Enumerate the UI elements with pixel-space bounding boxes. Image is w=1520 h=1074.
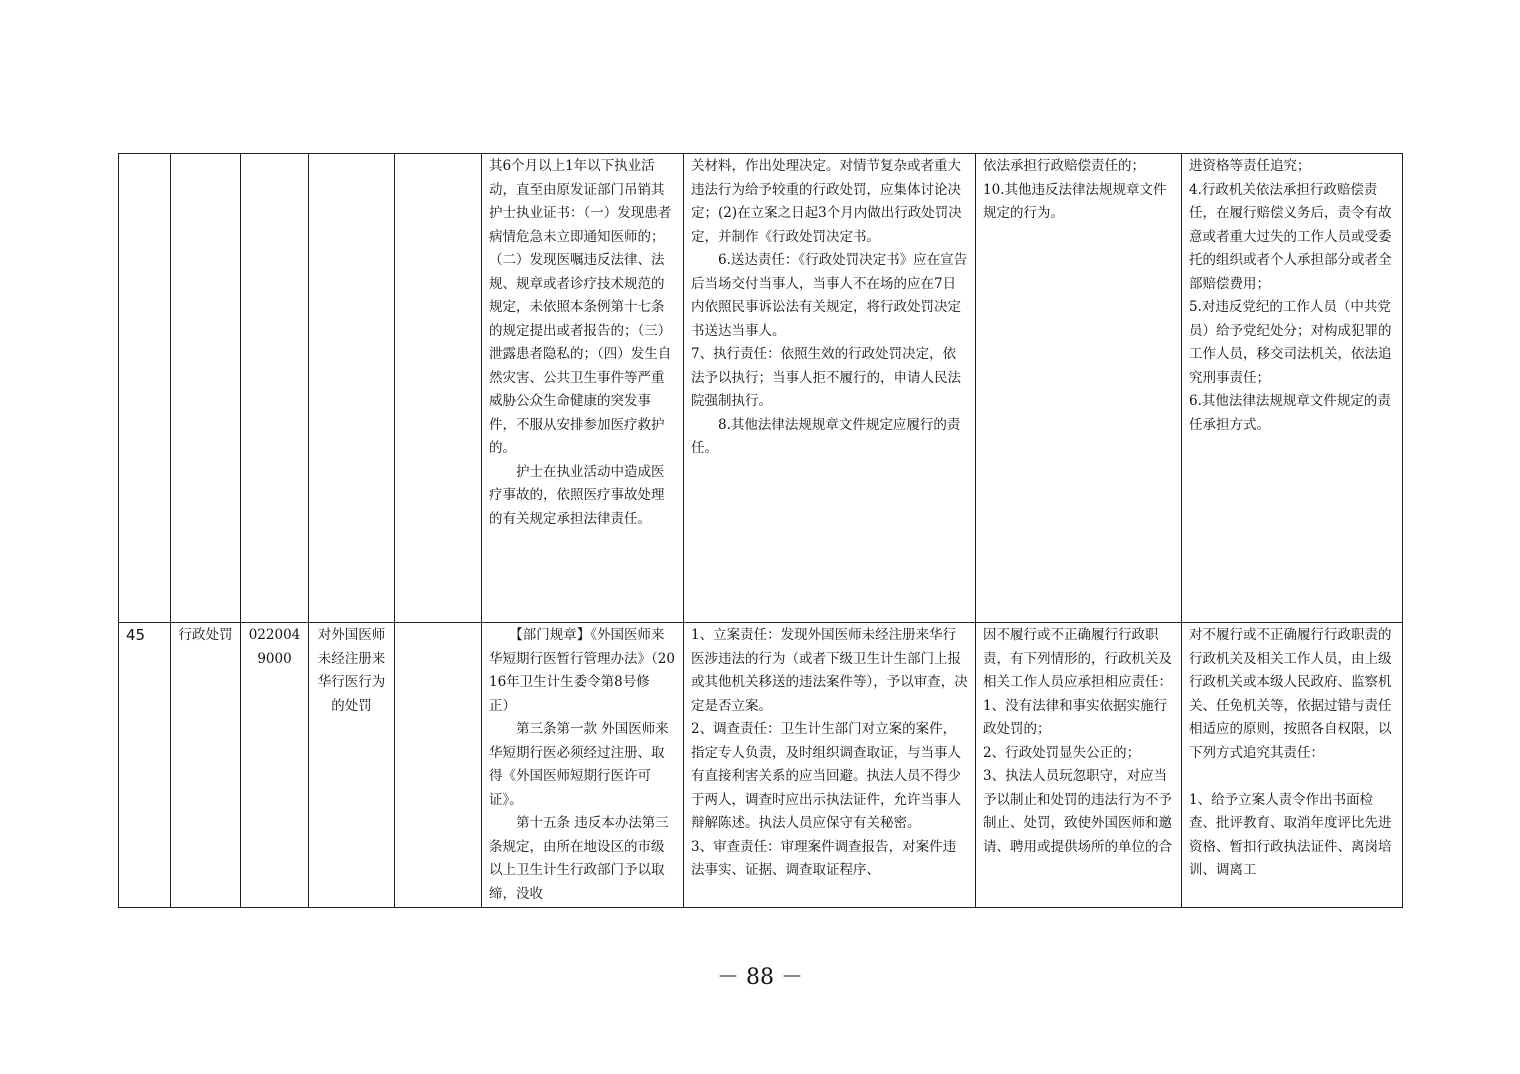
cell-sub-item xyxy=(395,154,482,623)
cell-no: 45 xyxy=(119,623,171,908)
cell-type: 行政处罚 xyxy=(171,623,241,908)
cell-duty: 1、立案责任：发现外国医师未经注册来华行医涉违法的行为（或者下级卫生计生部门上报或其他机关移送的违法案件等），予以审查，决定是否立案。 2、调查责任：卫生计生部门对立案的案件，指定专人负责，及时组织调查取证，与当事人有直接利害关系的应当回避。执法人员不得少于两人，调查时应出示执法证件，允许当事人辩解陈述。执法人员应保守有关秘密。 3、审查责任：审理案件调查报告，对案件违法事实、证据、调查取证程序、 xyxy=(684,623,976,908)
cell-accountability: 进资格等责任追究； 4.行政机关依法承担行政赔偿责任，在履行赔偿义务后，责令有故意或者重大过失的工作人员或受委托的组织或者个人承担部分或者全部赔偿费用； 5.对违反党纪的工作人员（中共党员）给予党纪处分；对构成犯罪的工作人员，移交司法机关，依法追究刑事责任； 6.其他法律法规规章文件规定的责任承担方式。 xyxy=(1182,154,1403,623)
cell-code: 0220049000 xyxy=(241,623,309,908)
cell-code xyxy=(241,154,309,623)
power-list-table xyxy=(118,153,1403,908)
cell-no xyxy=(119,154,171,623)
cell-item-name xyxy=(309,154,395,623)
cell-legal-basis: 【部门规章】《外国医师来华短期行医暂行管理办法》（2016年卫生计生委令第8号修正） 第三条第一款 外国医师来华短期行医必须经过注册、取得《外国医师短期行医许可证》。 第十五条 违反本办法第三条规定，由所在地设区的市级以上卫生计生行政部门予以取缔，没收 xyxy=(482,623,684,908)
table-row xyxy=(119,154,1403,623)
cell-legal-basis: 其6个月以上1年以下执业活动，直至由原发证部门吊销其护士执业证书：（一）发现患者病情危急未立即通知医师的；（二）发现医嘱违反法律、法规、规章或者诊疗技术规范的规定，未依照本条例第十七条的规定提出或者报告的；（三）泄露患者隐私的；（四）发生自然灾害、公共卫生事件等严重威胁公众生命健康的突发事件，不服从安排参加医疗救护的。 护士在执业活动中造成医疗事故的，依照医疗事故处理的有关规定承担法律责任。 xyxy=(482,154,684,623)
cell-liability: 依法承担行政赔偿责任的； 10.其他违反法律法规规章文件规定的行为。 xyxy=(976,154,1182,623)
cell-type xyxy=(171,154,241,623)
table-row xyxy=(119,623,1403,908)
page-number: － 88 － xyxy=(717,965,803,990)
cell-item-name: 对外国医师未经注册来华行医行为的处罚 xyxy=(309,623,395,908)
cell-accountability: 对不履行或不正确履行行政职责的行政机关及相关工作人员，由上级行政机关或本级人民政府、监察机关、任免机关等，依据过错与责任相适应的原则，按照各自权限，以下列方式追究其责任： 1、给予立案人责令作出书面检查、批评教育、取消年度评比先进资格、暂扣行政执法证件、离岗培训、调离工 xyxy=(1182,623,1403,908)
cell-duty: 关材料，作出处理决定。对情节复杂或者重大违法行为给予较重的行政处罚，应集体讨论决定；(2)在立案之日起3个月内做出行政处罚决定，并制作《行政处罚决定书。 6.送达责任：《行政处罚决定书》应在宣告后当场交付当事人，当事人不在场的应在7日内依照民事诉讼法有关规定，将行政处罚决定书送达当事人。 7、执行责任：依照生效的行政处罚决定，依法予以执行；当事人拒不履行的，申请人民法院强制执行。 8.其他法律法规规章文件规定应履行的责任。 xyxy=(684,154,976,623)
cell-liability: 因不履行或不正确履行行政职责，有下列情形的，行政机关及相关工作人员应承担相应责任： 1、没有法律和事实依据实施行政处罚的； 2、行政处罚显失公正的； 3、执法人员玩忽职守，对应当予以制止和处罚的违法行为不予制止、处罚，致使外国医师和邀请、聘用或提供场所的单位的合 xyxy=(976,623,1182,908)
cell-sub-item xyxy=(395,623,482,908)
